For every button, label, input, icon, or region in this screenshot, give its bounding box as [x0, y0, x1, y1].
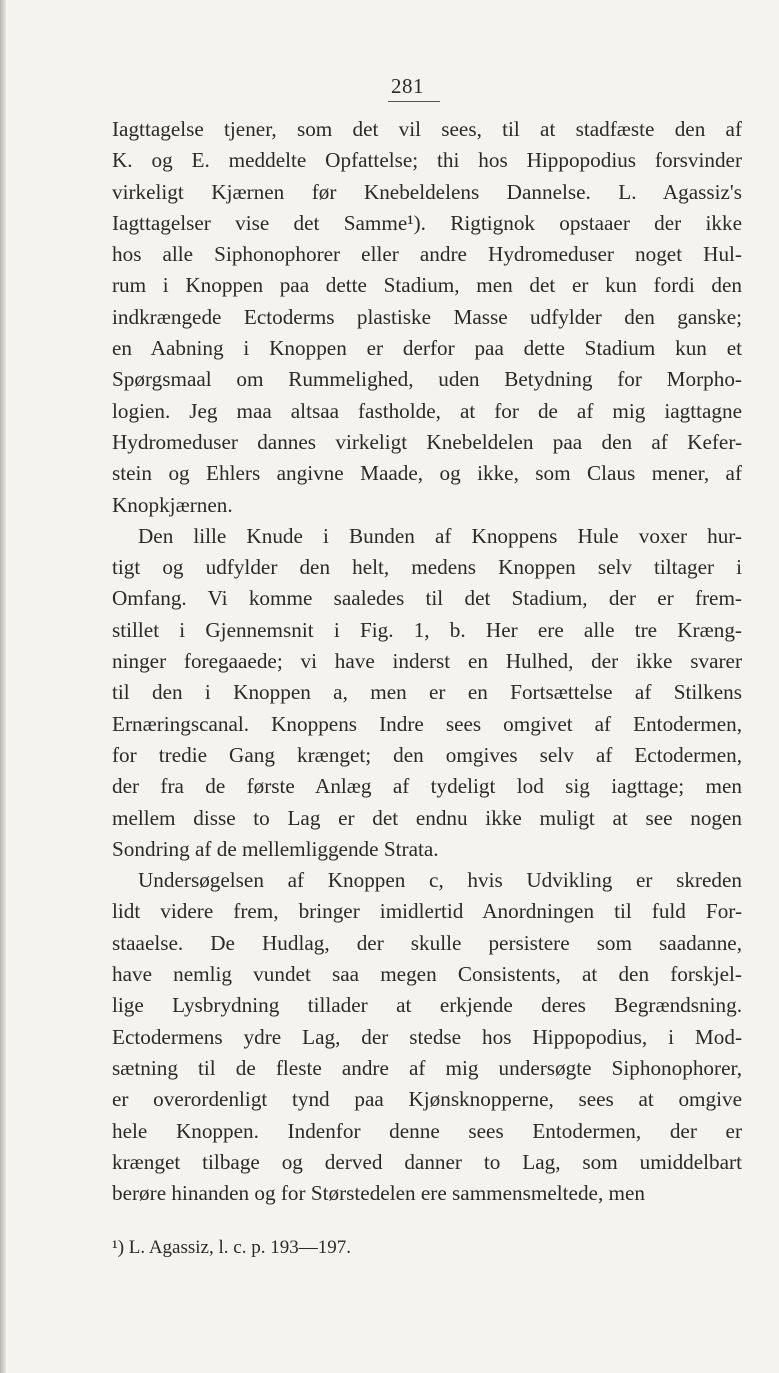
text-line: berøre hinanden og for Størstedelen ere sammensmeltede, men: [112, 1181, 646, 1206]
text-line: Den lille Knude i Bunden af Knoppens Hule voxer hur-: [138, 523, 742, 548]
body-text: [112, 114, 742, 1209]
text-line: Ernæringscanal. Knoppens Indre sees omgivet af Entodermen,: [112, 711, 742, 736]
text-line: have nemlig vundet saa megen Consistents, at den forskjel-: [112, 962, 742, 987]
text-line: stein og Ehlers angivne Maade, og ikke, som Claus mener, af: [112, 461, 742, 486]
text-line: K. og E. meddelte Opfattelse; thi hos Hippopodius forsvinder: [112, 148, 742, 173]
text-line: Knopkjærnen.: [112, 492, 233, 517]
text-line: staaelse. De Hudlag, der skulle persistere som saadanne,: [112, 930, 742, 955]
page-number: 281: [391, 74, 424, 98]
text-line: lige Lysbrydning tillader at erkjende deres Begrændsning.: [112, 993, 742, 1018]
text-line: virkeligt Kjærnen før Knebeldelens Dannelse. L. Agassiz's: [112, 179, 742, 204]
footnote-marker: ¹): [112, 1237, 125, 1258]
footnote-text: L. Agassiz, l. c. p. 193—197.: [128, 1237, 351, 1258]
text-line: stillet i Gjennemsnit i Fig. 1, b. Her ere alle tre Kræng-: [112, 617, 742, 642]
text-line: Iagttagelse tjener, som det vil sees, til at stadfæste den af: [112, 117, 742, 141]
text-line: krænget tilbage og derved danner to Lag, som umiddelbart: [112, 1149, 742, 1174]
text-line: Spørgsmaal om Rummelighed, uden Betydning for Morpho-: [112, 367, 742, 392]
text-line: der fra de første Anlæg af tydeligt lod sig iagttage; men: [112, 774, 742, 799]
paragraph: [112, 521, 742, 865]
text-line: hele Knoppen. Indenfor denne sees Entodermen, der er: [112, 1118, 742, 1143]
text-line: Sondring af de mellemliggende Strata.: [112, 836, 439, 861]
text-line: Omfang. Vi komme saaledes til det Stadium, der er frem-: [112, 586, 742, 611]
text-line: rum i Knoppen paa dette Stadium, men det er kun fordi den: [112, 273, 742, 298]
text-line: Iagttagelser vise det Samme¹). Rigtignok opstaaer der ikke: [112, 210, 742, 235]
text-line: ninger foregaaede; vi have inderst en Hulhed, der ikke svarer: [112, 649, 742, 674]
text-line: til den i Knoppen a, men er en Fortsættelse af Stilkens: [112, 680, 742, 705]
text-line: indkrængede Ectoderms plastiske Masse udfylder den ganske;: [112, 304, 742, 329]
text-line: for tredie Gang krænget; den omgives selv af Ectodermen,: [112, 742, 742, 767]
text-line: tigt og udfylder den helt, medens Knoppen selv tiltager i: [112, 555, 742, 580]
text-line: en Aabning i Knoppen er derfor paa dette Stadium kun et: [112, 336, 742, 361]
text-line: hos alle Siphonophorer eller andre Hydromeduser noget Hul-: [112, 242, 742, 267]
text-line: sætning til de fleste andre af mig undersøgte Siphonophorer,: [112, 1055, 742, 1080]
paragraph: [112, 865, 742, 1209]
footnote: [112, 1236, 351, 1260]
text-line: Ectodermens ydre Lag, der stedse hos Hippopodius, i Mod-: [112, 1024, 742, 1049]
text-line: mellem disse to Lag er det endnu ikke muligt at see nogen: [112, 805, 742, 830]
paragraph: [112, 114, 742, 521]
text-line: logien. Jeg maa altsaa fastholde, at for de af mig iagttagne: [112, 398, 742, 423]
text-line: Undersøgelsen af Knoppen c, hvis Udvikling er skreden: [138, 868, 742, 893]
page-edge-shadow: [0, 0, 6, 1373]
page-number-rule: [388, 101, 440, 102]
text-line: lidt videre frem, bringer imidlertid Anordningen til fuld For-: [112, 899, 742, 924]
text-line: er overordenligt tynd paa Kjønsknopperne, sees at omgive: [112, 1087, 742, 1112]
text-line: Hydromeduser dannes virkeligt Knebeldelen paa den af Kefer-: [112, 429, 742, 454]
